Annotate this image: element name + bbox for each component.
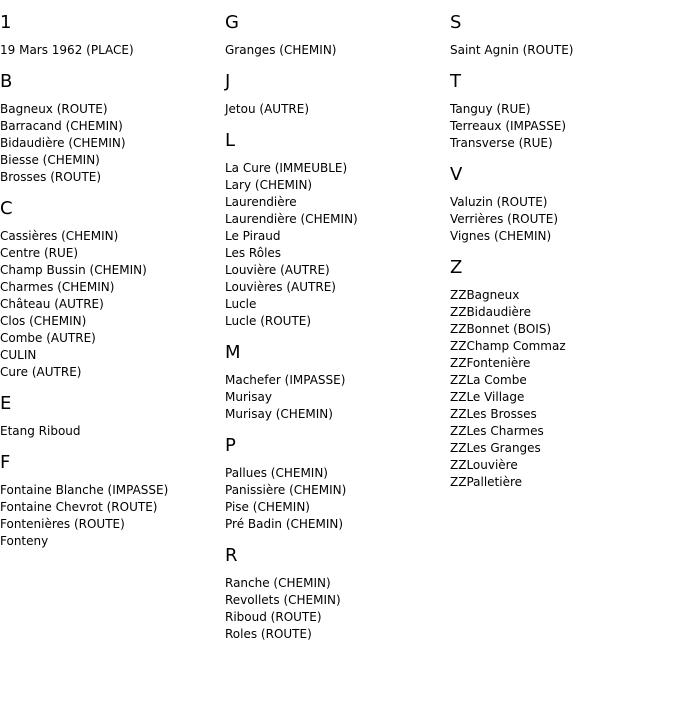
letter-heading: L: [225, 130, 236, 151]
street-item: 19 Mars 1962 (PLACE): [0, 43, 134, 57]
street-item: ZZBonnet (BOIS): [450, 322, 552, 336]
letter-group: [225, 435, 450, 533]
letter-group: [225, 71, 450, 118]
street-item: ZZLes Brosses: [450, 407, 537, 421]
street-list: [225, 42, 450, 59]
street-item: Cure (AUTRE): [0, 365, 82, 379]
street-item: ZZLe Village: [450, 390, 525, 404]
street-list: [450, 42, 675, 59]
street-item: Riboud (ROUTE): [225, 610, 322, 624]
street-item: La Cure (IMMEUBLE): [225, 161, 348, 175]
street-item: Lucle (ROUTE): [225, 314, 312, 328]
letter-group: [225, 342, 450, 423]
street-list: [0, 228, 225, 381]
street-item: ZZLes Charmes: [450, 424, 544, 438]
street-item: Laurendière: [225, 195, 297, 209]
letter-group: [0, 71, 225, 186]
street-item: Pise (CHEMIN): [225, 500, 310, 514]
street-item: Terreaux (IMPASSE): [450, 119, 567, 133]
street-item: Machefer (IMPASSE): [225, 373, 346, 387]
street-item: Louvière (AUTRE): [225, 263, 330, 277]
index-column-1: [0, 0, 225, 560]
letter-group: [450, 164, 675, 245]
street-list: [225, 465, 450, 533]
street-item: Le Piraud: [225, 229, 281, 243]
index-column-2: [225, 0, 450, 653]
street-list: [0, 482, 225, 550]
letter-group: [0, 198, 225, 381]
street-item: Panissière (CHEMIN): [225, 483, 347, 497]
street-list: [0, 101, 225, 186]
street-list: [225, 160, 450, 330]
letter-heading: 1: [0, 12, 12, 33]
street-item: Lary (CHEMIN): [225, 178, 313, 192]
street-item: Laurendière (CHEMIN): [225, 212, 358, 226]
street-item: Centre (RUE): [0, 246, 79, 260]
letter-group: [0, 393, 225, 440]
street-item: Les Rôles: [225, 246, 282, 260]
street-item: Revollets (CHEMIN): [225, 593, 341, 607]
street-item: ZZFontenière: [450, 356, 531, 370]
letter-heading: E: [0, 393, 12, 414]
street-list: [450, 194, 675, 245]
letter-heading: S: [450, 12, 462, 33]
street-item: Bidaudière (CHEMIN): [0, 136, 126, 150]
letter-group: [0, 12, 225, 59]
street-list: [0, 423, 225, 440]
street-item: Transverse (RUE): [450, 136, 553, 150]
street-item: Verrières (ROUTE): [450, 212, 558, 226]
letter-heading: C: [0, 198, 13, 219]
letter-heading: R: [225, 545, 238, 566]
street-item: Murisay (CHEMIN): [225, 407, 333, 421]
letter-group: [450, 71, 675, 152]
street-item: Fonteny: [0, 534, 49, 548]
letter-heading: Z: [450, 257, 463, 278]
street-item: Combe (AUTRE): [0, 331, 96, 345]
street-item: Charmes (CHEMIN): [0, 280, 115, 294]
street-item: ZZBagneux: [450, 288, 520, 302]
street-item: Biesse (CHEMIN): [0, 153, 100, 167]
street-item: ZZLa Combe: [450, 373, 527, 387]
letter-group: [225, 130, 450, 330]
letter-group: [450, 12, 675, 59]
letter-heading: P: [225, 435, 236, 456]
street-item: ZZLouvière: [450, 458, 518, 472]
street-item: Lucle: [225, 297, 257, 311]
street-item: ZZBidaudière: [450, 305, 531, 319]
street-item: Etang Riboud: [0, 424, 81, 438]
street-list: [225, 101, 450, 118]
letter-heading: V: [450, 164, 463, 185]
street-item: Champ Bussin (CHEMIN): [0, 263, 147, 277]
letter-group: [225, 12, 450, 59]
street-item: Saint Agnin (ROUTE): [450, 43, 574, 57]
letter-heading: J: [225, 71, 231, 92]
street-item: Roles (ROUTE): [225, 627, 312, 641]
street-item: Ranche (CHEMIN): [225, 576, 331, 590]
street-item: Bagneux (ROUTE): [0, 102, 108, 116]
street-item: Fontaine Blanche (IMPASSE): [0, 483, 169, 497]
street-item: Louvières (AUTRE): [225, 280, 336, 294]
street-list: [225, 575, 450, 643]
street-item: Tanguy (RUE): [450, 102, 531, 116]
index-column-3: [450, 0, 675, 501]
letter-group: [225, 545, 450, 643]
street-item: Cassières (CHEMIN): [0, 229, 119, 243]
street-list: [225, 372, 450, 423]
street-list: [450, 287, 675, 491]
letter-heading: B: [0, 71, 13, 92]
street-item: Pallues (CHEMIN): [225, 466, 328, 480]
street-item: ZZPalletière: [450, 475, 523, 489]
street-item: Château (AUTRE): [0, 297, 104, 311]
street-item: Barracand (CHEMIN): [0, 119, 123, 133]
street-item: Clos (CHEMIN): [0, 314, 87, 328]
street-item: Valuzin (ROUTE): [450, 195, 548, 209]
letter-heading: F: [0, 452, 11, 473]
letter-heading: T: [450, 71, 461, 92]
street-item: Fontaine Chevrot (ROUTE): [0, 500, 158, 514]
street-item: Pré Badin (CHEMIN): [225, 517, 344, 531]
street-list: [450, 101, 675, 152]
letter-group: [450, 257, 675, 491]
street-item: Granges (CHEMIN): [225, 43, 337, 57]
street-list: [0, 42, 225, 59]
letter-heading: M: [225, 342, 241, 363]
letter-group: [0, 452, 225, 550]
letter-heading: G: [225, 12, 239, 33]
street-item: ZZLes Granges: [450, 441, 541, 455]
street-item: CULIN: [0, 348, 37, 362]
street-item: Brosses (ROUTE): [0, 170, 102, 184]
street-item: ZZChamp Commaz: [450, 339, 566, 353]
street-item: Fontenières (ROUTE): [0, 517, 125, 531]
street-item: Murisay: [225, 390, 272, 404]
street-item: Jetou (AUTRE): [225, 102, 309, 116]
street-item: Vignes (CHEMIN): [450, 229, 552, 243]
